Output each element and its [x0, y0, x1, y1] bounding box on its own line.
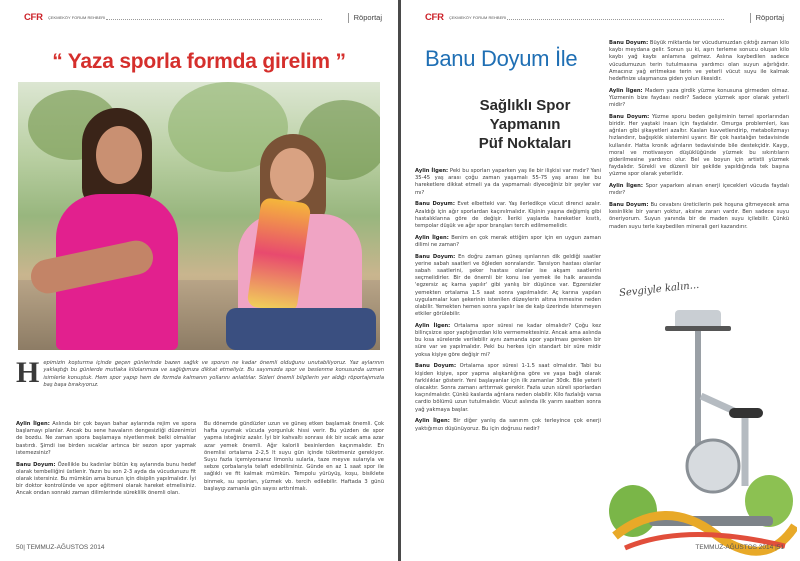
- qa-text: Yüzme sporu beden gelişiminin temel sporlarından biridir. Her yaştaki insan için faydalıdır. Omurga problemleri, kas ağrıları gibi şikayetleri azaltır. Kasları kuvvetlendirip, metabolizmayı hızlandırır, bağışıklık sistemini uyarır. Bir çok hastalığın tedavisinde kullanılır. Hatta kronik ağrıların tedavisinde bile destekçidir. Kaygı, moral ve motivasyon düşüklüğünde yüzmek bu sıkıntıların giderilmesine yardımcı olur. Bel ve boyun için artistli yüzmek faydalıdır. Sürekli ve düzenli bir şekilde yapıldığında tek başına yüzme spor olarak yeterlidir.: [609, 113, 789, 178]
- qa-text: Spor yaparken alınan enerji içecekleri vücuda faydalı mıdır?: [609, 183, 789, 197]
- qa-text: Bir diğer yanlış da sanırım çok terleyince çok enerji yaktığımızı düşünüyoruz. Bu için doğrusu nedir?: [415, 418, 601, 432]
- qa-paragraph: [415, 168, 601, 197]
- speaker-label: Banu Doyum:: [415, 253, 456, 260]
- qa-paragraph: [415, 235, 601, 249]
- section-label: Röportaj: [353, 13, 382, 22]
- qa-text: Benim en çok merak ettiğim spor için en uygun zaman dilimi ne zaman?: [415, 234, 601, 248]
- bike-handlebar: [665, 326, 731, 331]
- section-label: Röportaj: [755, 13, 784, 22]
- subtitle-line: Sağlıklı Spor: [479, 97, 571, 114]
- speaker-label: Banu Doyum:: [609, 202, 649, 209]
- qa-paragraph: [16, 421, 196, 457]
- qa-paragraph: [415, 201, 601, 230]
- intro-paragraph: [16, 356, 384, 390]
- subtitle-line: Yapmanın: [489, 116, 561, 133]
- speaker-label: Aylin İlgen:: [415, 418, 450, 425]
- magazine-logo: CFR: [24, 12, 43, 23]
- intro-text: epimizin koşturma içinde geçen günlerinde bazen sağlık ve sporun ne kadar önemli olduğunu unutabiliyoruz. Yaz aylarının yaklaştığı bu günlerde mutlaka kilolarımıza ve sağlığımıza dikkat etmeliyiz. Bu sayımızda spor ve beslenme konusunda uzman isimlerle konuştuk. Hem spor yapıp hem de formda kalmanın yollarını anlattılar. Sizleri önemli bilgilerin yer aldığı röportajımızla baş başa bırakıyoruz.: [43, 360, 384, 389]
- right-page: [401, 0, 800, 561]
- right-header: [425, 12, 784, 26]
- qa-text: Madem yaza girdik yüzme konusuna girmeden olmaz. Yüzmenin bize faydası nedir? Sadece yüzmek spor olarak yeterli midir?: [609, 87, 789, 109]
- speaker-label: Banu Doyum:: [16, 461, 56, 468]
- bike-flywheel: [687, 440, 739, 492]
- speaker-label: Banu Doyum:: [415, 201, 455, 208]
- speaker-label: Banu Doyum:: [609, 40, 649, 46]
- qa-text: Aslında bir çok bayan bahar aylarında rejim ve spora başlamayı planlar. Ancak bu sene havaların dengesizliği düzenimizi de bozdu. Ne zaman spora başlamaya niyetlenmek belki olmalılar bastırdı. Şimdi ise birden sıcaklar artınca bir sezon spor yapmak istemezsiniz?: [16, 421, 196, 456]
- woman-left-face: [96, 126, 142, 184]
- subtitle-line: Püf Noktaları: [478, 135, 572, 152]
- qa-paragraph: [16, 462, 196, 498]
- qa-paragraph: [415, 418, 601, 432]
- qa-paragraph: [609, 183, 789, 197]
- page-headline: “ Yaza sporla formda girelim ”: [52, 50, 346, 73]
- left-column-1: [16, 421, 196, 502]
- qa-paragraph: [609, 88, 789, 110]
- qa-paragraph: [415, 254, 601, 319]
- interview-title: Banu Doyum İle: [425, 46, 578, 71]
- exercise-bike-illustration: [605, 296, 797, 558]
- logo-tagline: ÇEKMEKÖY FORUM REHBERI: [449, 15, 507, 20]
- qa-text: Ortalama spor süresi 1-1.5 saat olmalıdır. Tabi bu kişiden kişiye, spor yapma alışkanlığına göre ve yaşa bağlı olarak farklılıklar gösterir. Yeni başlayanlar için ilk zamanlar 30dk. Bile yeterli olacaktır. Sonra zamanı arttırmak gerekir. Fazla uzun süreli sporlardan kaçınılmalıdır. Çünkü kaslarda ağrılara neden olabilir. Kilo fazlalığı varsa cardio bölümü uzun tutulmalıdır. Vücut aslında ilk yarım saatten sonra yağ yakmaya başlar.: [415, 363, 601, 413]
- speaker-label: Banu Doyum:: [415, 363, 457, 370]
- speaker-label: Aylin İlgen:: [609, 183, 643, 190]
- qa-paragraph: [609, 40, 789, 83]
- qa-text: Bu cevabını üreticilerin pek hoşuna gitmeyecek ama kesinlikle bir yararı yoktur, aksine zararı vardır. Ben sadece suyu öneriyorum. Suyun yanında bir de maden suyu içilebilir. Çünkü maden suyu terle kaybedilen minerali geri kazandırır.: [609, 202, 789, 230]
- speaker-label: Aylin İlgen:: [16, 421, 50, 427]
- qa-paragraph: [609, 202, 789, 231]
- right-column-2: [609, 40, 789, 235]
- qa-paragraph: [204, 421, 384, 493]
- magazine-logo: CFR: [425, 12, 444, 23]
- qa-paragraph: [415, 363, 601, 413]
- qa-text: Ortalama spor süresi ne kadar olmalıdır? Çoğu kez bilinçsizce spor yaptığınızdan kilo vermemektesiniz. Ancak ama aslında bu kısa sürelerde verilebilir aynı zamanda spor yapılması gereken bir süre var ve yapılmalıdır. Peki bu herkes için standart bir süre midir yoksa kişiye göre değişir mi?: [415, 322, 601, 358]
- interview-photo: [18, 82, 380, 350]
- left-column-2: [204, 421, 384, 498]
- woman-right-jeans: [226, 308, 376, 350]
- qa-text: Bu dönemde gündüzler uzun ve güneş etken başlamak önemli. Çok hafta uyumak vücuda yorgunluk hissi verir. Bu yüzden de spor yapma isteğiniz azalır. İyi bir kahvaltı sonrası ılık bir sıcak ama azar azar yemek önemli. Ağır kalorili besinlerden kaçınmalıdır. En önemlisi ortalama 2-2,5 lt suyu gün içinde tüketmeniz gerekiyor. Suyu fazla içemiyorsanız limonlu sularla, taze meyve sularıyla ve sebze çorbalarıyla telafi edebilirsiniz. Günde en az 1 saat spor ile sağlıklı ve fit kalmak mümkün. Tempolu yürüyüş, koşu, bisiklete binmek, su sporları, yüzmek vb. tercih edilebilir. Haftada 3 günü başlayıp zamanla gün sayısı arttırılmalı.: [204, 421, 384, 492]
- speaker-label: Aylin İlgen:: [415, 234, 449, 241]
- logo-tagline: ÇEKMEKÖY FORUM REHBERI: [48, 15, 106, 20]
- interview-subtitle: [445, 96, 605, 153]
- header-divider: [106, 19, 322, 20]
- qa-text: Peki bu sporları yaparken yaş ile bir ilişkisi var mıdır? Yani 35-45 yaş arası çoğu zaman yaşamalı 55-75 yaş arası ise bu hareketlere dikkat etmeli ya da yapmamalı diyeceğiniz bir şeyler var mı?: [415, 168, 601, 196]
- qa-paragraph: [609, 114, 789, 179]
- bike-seat: [729, 408, 763, 418]
- qa-text: Büyük miktarda ter vücudumuzdan çıktığı zaman kilo kaybı meydana gelir. Sonun şu ki, aşırı terleme sonucu oluşan kilo kaybı yağ kaybı anlamına gelmez. Aslına kaybedilen sadece vücudumuzun terin tutulmasına yardımcı olan suyun ağırlığıdır. Amacınız yağ eritmekse terin ve yeterli vücut suyu ile kalmak hedefinize ulaşmanıza giden yolun ilkesidir.: [609, 40, 790, 83]
- closing-signature: Sevgiyle kalın...: [618, 279, 700, 300]
- left-page: [0, 0, 398, 561]
- woman-right-face: [270, 148, 314, 202]
- speaker-label: Aylin İlgen:: [609, 87, 643, 94]
- qa-text: Özellikle bu kadınlar bütün kış aylarında bunu hedef olarak tembelliğini üstlenir. Yazın bu son 2-3 ayda da vücudunuzu fit olarak istersiniz. Bu mümkün ama bunun için disiplin yapılmalıdır. İyi bir doktor kontrolünde ve spor eğitmeni olarak hareket etmelisiniz. Ancak ondan sonraki zaman dilimlerinde süreklilik önemli olan.: [16, 461, 196, 497]
- qa-text: Evet elbetteki var. Yaş ilerledikçe vücut direnci azalır. Azaldığı için ağır sporlardan kaçınılmalıdır. Kişinin yaşına değişmiş gibi hastalıklarına göre de değişir. İleriki yaşlarda hareketler kısıtlı, tempolar düşük ve ağır spor branşları tercih edilmemelidir.: [415, 201, 601, 229]
- page-number-right: TEMMUZ-AĞUSTOS 2014 |51: [695, 544, 784, 551]
- qa-text: En doğru zaman güneş ışınlarının dik geldiği saatler yerine sabah saatleri ve öğleden sonralarıdır. Tansiyon hastası olanlar sabah saatlerini, şeker hastası olanlar ise akşam saatlerini seçmelidirler. Bir de önemli bir konu ise yemek ile halk arasında 'egzersiz aç karna yapılır' gibi yanlış bir düşünce var. Egzersizler yemekten ortalama 1.5 saat sonra yapılmalıdır. Aç karına yapılan uygulamalar kan şekerinin istenilen düzeylerin altına inmesine neden olabilir. Yemekten hemen sonra yapılır ise de kalp üzerinde istenmeyen etkiler görülebilir.: [415, 253, 601, 318]
- speaker-label: Aylin İlgen:: [415, 168, 449, 174]
- qa-paragraph: [415, 323, 601, 359]
- speaker-label: Aylin İlgen:: [415, 322, 451, 329]
- left-header: [24, 12, 382, 26]
- drop-cap: H: [16, 356, 40, 389]
- right-column-1: [415, 168, 601, 437]
- header-divider: [507, 19, 724, 20]
- speaker-label: Banu Doyum:: [609, 113, 650, 120]
- page-number-left: 50| TEMMUZ-AĞUSTOS 2014: [16, 544, 105, 551]
